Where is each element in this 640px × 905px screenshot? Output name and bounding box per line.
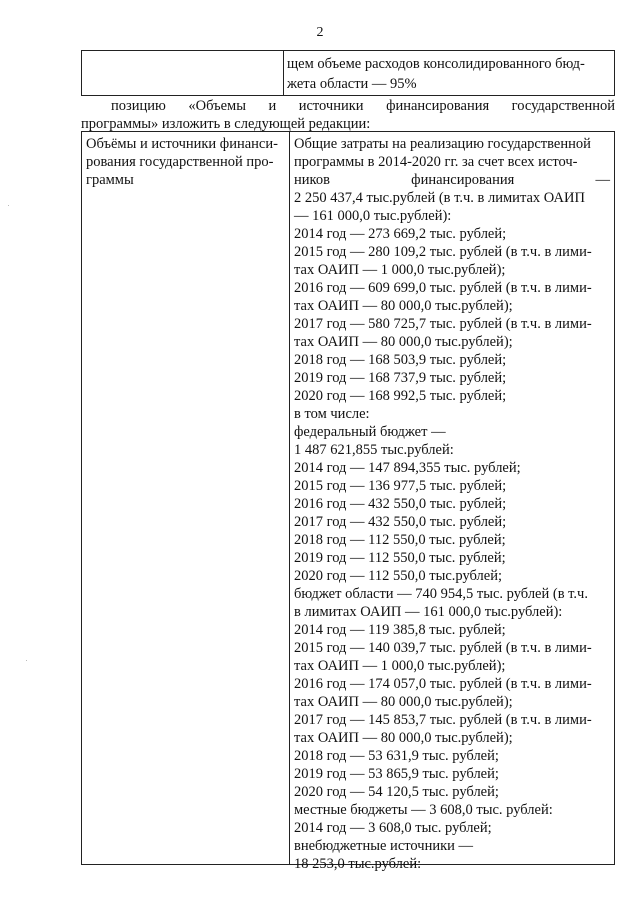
funding-line: бюджет области — 740 954,5 тыс. рублей (в т.ч. xyxy=(294,586,588,602)
intro-word: финансирования xyxy=(386,98,490,114)
funding-line: 2014 год — 119 385,8 тыс. рублей; xyxy=(294,622,506,638)
page-number: 2 xyxy=(316,25,324,40)
funding-line: 2015 год — 140 039,7 тыс. рублей (в т.ч. в лими- xyxy=(294,640,592,656)
funding-line: в том числе: xyxy=(294,406,370,422)
funding-line: местные бюджеты — 3 608,0 тыс. рублей: xyxy=(294,802,553,818)
funding-line: тах ОАИП — 80 000,0 тыс.рублей); xyxy=(294,730,513,746)
funding-line: 2015 год — 136 977,5 тыс. рублей; xyxy=(294,478,507,494)
funding-word: — xyxy=(595,172,610,188)
funding-line: 2 250 437,4 тыс.рублей (в т.ч. в лимитах ОАИП xyxy=(294,190,585,206)
intro-word: «Объемы xyxy=(188,98,246,114)
funding-line: 1 487 621,855 тыс.рублей: xyxy=(294,442,454,458)
scan-mark xyxy=(8,205,9,206)
intro-word: источники xyxy=(298,98,364,114)
intro-word: государственной xyxy=(511,98,615,114)
funding-line: тах ОАИП — 80 000,0 тыс.рублей); xyxy=(294,694,513,710)
funding-line: 2015 год — 280 109,2 тыс. рублей (в т.ч. в лими- xyxy=(294,244,592,260)
intro-line-2: программы» изложить в следующей редакции: xyxy=(81,116,371,132)
scan-mark xyxy=(26,660,27,661)
funding-line: 2018 год — 168 503,9 тыс. рублей; xyxy=(294,352,507,368)
funding-line: федеральный бюджет — xyxy=(294,424,446,440)
cell-line: Объёмы и источники финанси- xyxy=(86,136,278,152)
funding-line: программы в 2014-2020 гг. за счет всех источ- xyxy=(294,154,578,170)
funding-line: тах ОАИП — 80 000,0 тыс.рублей); xyxy=(294,334,513,350)
funding-line: 2019 год — 112 550,0 тыс. рублей; xyxy=(294,550,506,566)
funding-line: 2020 год — 168 992,5 тыс. рублей; xyxy=(294,388,507,404)
funding-line: 2019 год — 168 737,9 тыс. рублей; xyxy=(294,370,507,386)
funding-line: 2016 год — 432 550,0 тыс. рублей; xyxy=(294,496,507,512)
funding-table xyxy=(81,131,615,872)
funding-word: финансирования xyxy=(411,172,515,188)
funding-line: 2014 год — 3 608,0 тыс. рублей; xyxy=(294,820,492,836)
cell-line: граммы xyxy=(86,172,134,188)
funding-word: ников xyxy=(294,172,330,188)
funding-line: 2017 год — 432 550,0 тыс. рублей; xyxy=(294,514,507,530)
funding-line: 2017 год — 580 725,7 тыс. рублей (в т.ч. в лими- xyxy=(294,316,592,332)
funding-line: тах ОАИП — 80 000,0 тыс.рублей); xyxy=(294,298,513,314)
top-table-fragment xyxy=(81,50,615,96)
column-divider xyxy=(289,132,290,864)
funding-line: тах ОАИП — 1 000,0 тыс.рублей); xyxy=(294,658,506,674)
top-right-cell xyxy=(287,54,609,94)
funding-line: 2018 год — 112 550,0 тыс. рублей; xyxy=(294,532,506,548)
cell-line: рования государственной про- xyxy=(86,154,274,170)
intro-word: и xyxy=(268,98,277,114)
funding-line: 2018 год — 53 631,9 тыс. рублей; xyxy=(294,748,499,764)
funding-line: 2020 год — 54 120,5 тыс. рублей; xyxy=(294,784,499,800)
funding-line: 2019 год — 53 865,9 тыс. рублей; xyxy=(294,766,499,782)
funding-line: — 161 000,0 тыс.рублей): xyxy=(294,208,452,224)
funding-line: внебюджетные источники — xyxy=(294,838,474,854)
funding-line: Общие затраты на реализацию государственной xyxy=(294,136,591,152)
column-divider xyxy=(283,51,284,95)
funding-line: 2016 год — 174 057,0 тыс. рублей (в т.ч. в лими- xyxy=(294,676,592,692)
cell-line: жета области — 95% xyxy=(287,76,417,92)
funding-line: 18 253,0 тыс.рублей: xyxy=(294,856,422,872)
funding-details-cell xyxy=(294,135,610,873)
funding-line: в лимитах ОАИП — 161 000,0 тыс.рублей): xyxy=(294,604,563,620)
funding-line: 2014 год — 273 669,2 тыс. рублей; xyxy=(294,226,507,242)
cell-line: щем объеме расходов консолидированного бюд- xyxy=(287,56,585,72)
funding-line: 2020 год — 112 550,0 тыс.рублей; xyxy=(294,568,502,584)
position-name-cell xyxy=(86,135,286,189)
funding-line: 2017 год — 145 853,7 тыс. рублей (в т.ч. в лими- xyxy=(294,712,592,728)
funding-line: 2014 год — 147 894,355 тыс. рублей; xyxy=(294,460,521,476)
funding-line xyxy=(294,171,610,189)
intro-word: позицию xyxy=(111,98,166,114)
intro-line-1 xyxy=(81,97,615,115)
funding-line: тах ОАИП — 1 000,0 тыс.рублей); xyxy=(294,262,506,278)
amendment-intro xyxy=(81,97,615,133)
funding-line: 2016 год — 609 699,0 тыс. рублей (в т.ч. в лими- xyxy=(294,280,592,296)
